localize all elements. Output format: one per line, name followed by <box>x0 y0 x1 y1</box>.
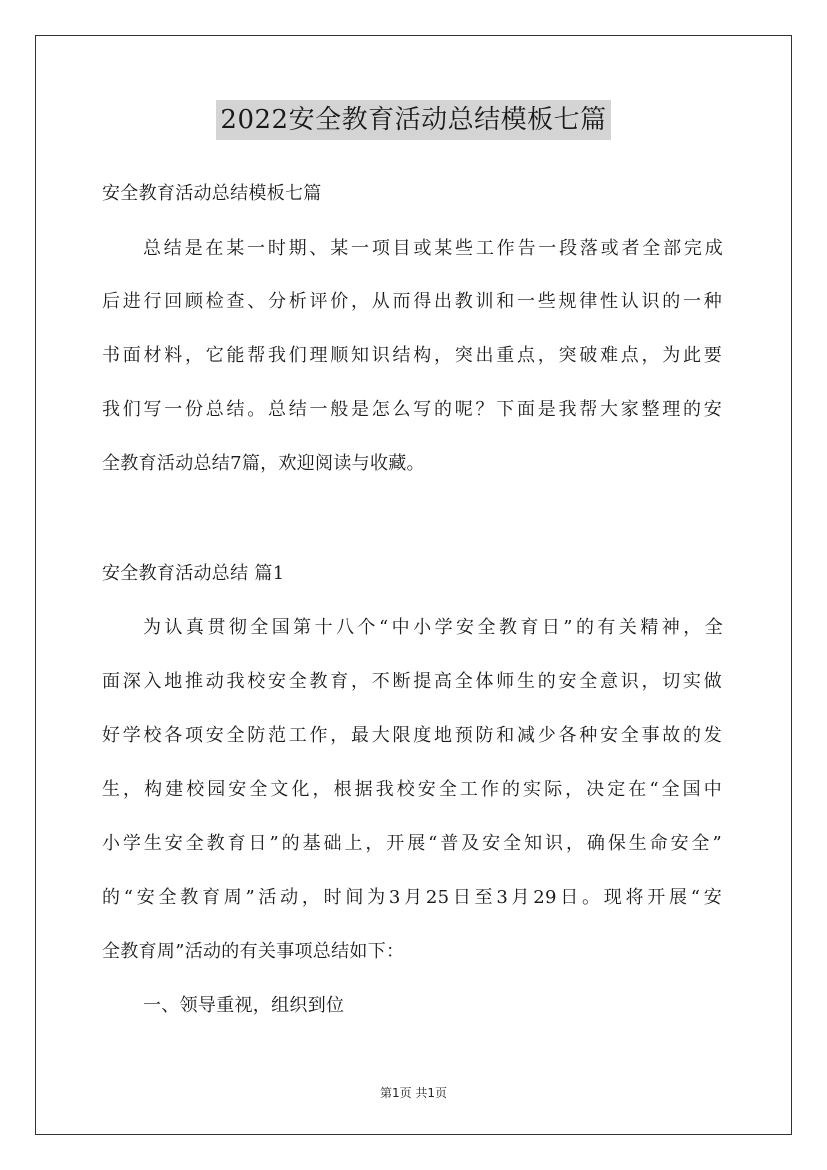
body-line: 全教育周”活动的有关事项总结如下： <box>102 941 405 962</box>
body-line: 为认真贯彻全国第十八个“中小学安全教育日”的有关精神，全 <box>143 617 723 638</box>
body-line: 的“安全教育周”活动，时间为3月25日至3月29日。现将开展“安 <box>102 887 722 908</box>
intro-line: 后进行回顾检查、分析评价，从而得出教训和一些规律性认识的一种 <box>102 291 722 312</box>
page-footer: 第1页 共1页 <box>379 1086 448 1100</box>
body-line: 生，构建校园安全文化，根据我校安全工作的实际，决定在“全国中 <box>102 779 722 800</box>
section-heading: 安全教育活动总结 篇1 <box>102 563 285 584</box>
intro-line: 书面材料，它能帮我们理顺知识结构，突出重点，突破难点，为此要 <box>102 345 722 366</box>
body-line: 小学生安全教育日”的基础上，开展“普及安全知识，确保生命安全” <box>102 833 722 854</box>
title-wrap <box>0 100 827 140</box>
intro-line: 全教育活动总结7篇，欢迎阅读与收藏。 <box>102 453 425 474</box>
body-line: 面深入地推动我校安全教育，不断提高全体师生的安全意识，切实做 <box>102 671 722 692</box>
subheading: 一、领导重视，组织到位 <box>143 995 345 1016</box>
document-subtitle: 安全教育活动总结模板七篇 <box>102 183 322 204</box>
document-title: 2022安全教育活动总结模板七篇 <box>216 100 610 140</box>
intro-line: 总结是在某一时期、某一项目或某些工作告一段落或者全部完成 <box>143 238 723 259</box>
body-line: 好学校各项安全防范工作，最大限度地预防和减少各种安全事故的发 <box>102 725 722 746</box>
intro-line: 我们写一份总结。总结一般是怎么写的呢？下面是我帮大家整理的安 <box>102 399 722 420</box>
